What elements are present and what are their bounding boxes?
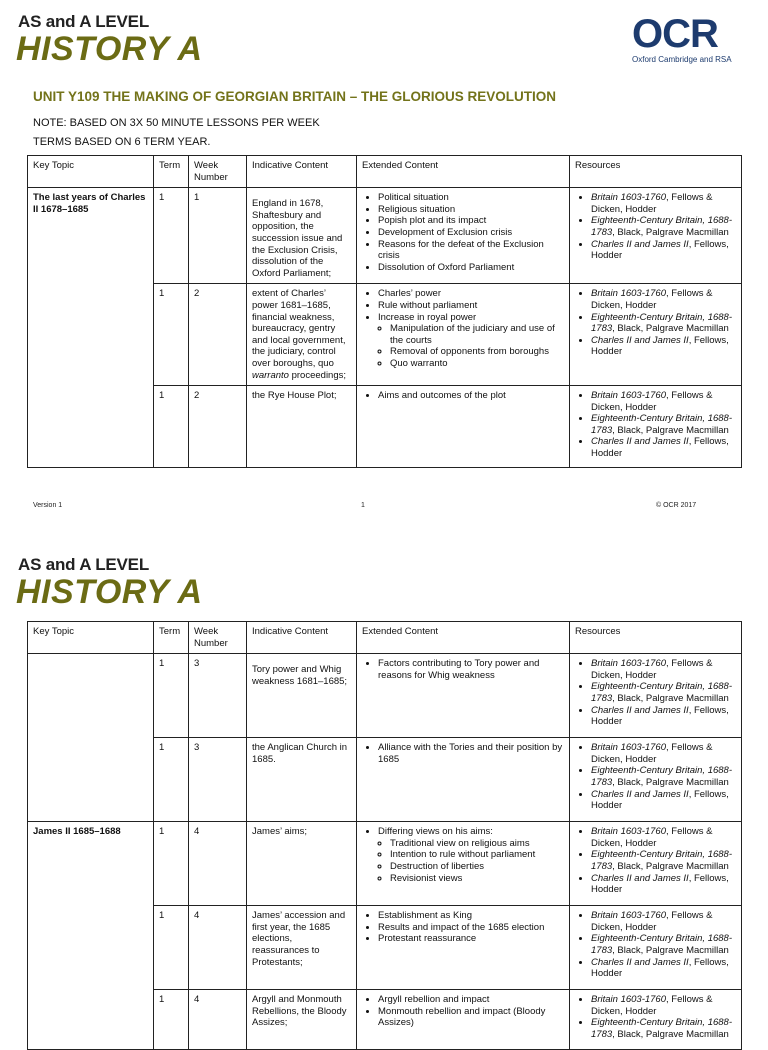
week-cell: 3 [189,654,247,738]
resource-item: • Eighteenth-Century Britain, 1688-1783, Black, Palgrave Macmillan [591,681,736,704]
term-cell: 1 [154,654,189,738]
resource-item: • Britain 1603-1760, Fellows & Dicken, Hodder [591,826,736,849]
resource-item: • Charles II and James II, Fellows, Hodder [591,239,736,262]
resource-item: • Charles II and James II, Fellows, Hodder [591,873,736,896]
header-week: Week Number [189,622,247,654]
term-cell: 1 [154,284,189,386]
table-row [28,654,742,738]
resources-cell [570,386,742,468]
list-item: • Development of Exclusion crisis [378,227,564,239]
resource-item: • Eighteenth-Century Britain, 1688-1783, Black, Palgrave Macmillan [591,215,736,238]
header-subject: HISTORY A [16,573,203,611]
list-item: • Religious situation [378,204,564,216]
indicative-cell: James’ aims; [247,822,357,906]
week-cell: 4 [189,990,247,1050]
week-cell: 4 [189,822,247,906]
list-item: • Increase in royal power ◦ Manipulation of the judiciary and use of the courts ◦ Removal of opponents from boroughs ◦ Quo warranto [378,312,564,370]
footer-page-number: 1 [361,502,365,509]
resources-cell [570,188,742,284]
resource-item: • Britain 1603-1760, Fellows & Dicken, Hodder [591,910,736,933]
header-key-topic: Key Topic [28,156,154,188]
resource-item: • Eighteenth-Century Britain, 1688-1783, Black, Palgrave Macmillan [591,933,736,956]
list-item: • Differing views on his aims: ◦ Traditional view on religious aims ◦ Intention to rule without parliament ◦ Destruction of liberties ◦ Revisionist views [378,826,564,884]
list-item: • Results and impact of the 1685 election [378,922,564,934]
resource-item: • Britain 1603-1760, Fellows & Dicken, Hodder [591,994,736,1017]
sub-list-item: ◦ Destruction of liberties [390,861,564,873]
key-topic-cell [28,654,154,822]
list-item: • Argyll rebellion and impact [378,994,564,1006]
resource-item: • Charles II and James II, Fellows, Hodder [591,436,736,459]
term-cell: 1 [154,906,189,990]
resource-item: • Britain 1603-1760, Fellows & Dicken, Hodder [591,288,736,311]
term-cell: 1 [154,990,189,1050]
table-header-row [28,156,742,188]
header-subject: HISTORY A [16,30,203,68]
resources-cell [570,990,742,1050]
sub-list-item: ◦ Quo warranto [390,358,564,370]
list-item: • Dissolution of Oxford Parliament [378,262,564,274]
header-resources: Resources [570,622,742,654]
list-item: • Factors contributing to Tory power and reasons for Whig weakness [378,658,564,681]
logo-subtitle: Oxford Cambridge and RSA [632,55,732,64]
list-item: • Aims and outcomes of the plot [378,390,564,402]
note-terms: TERMS BASED ON 6 TERM YEAR. [33,136,211,148]
list-item: • Alliance with the Tories and their position by 1685 [378,742,564,765]
list-item: • Reasons for the defeat of the Exclusion crisis [378,239,564,262]
resource-item: • Eighteenth-Century Britain, 1688-1783, Black, Palgrave Macmillan [591,413,736,436]
sub-list-item: ◦ Removal of opponents from boroughs [390,346,564,358]
sub-list-item: ◦ Traditional view on religious aims [390,838,564,850]
extended-cell [357,188,570,284]
extended-cell [357,990,570,1050]
resource-item: • Britain 1603-1760, Fellows & Dicken, Hodder [591,390,736,413]
week-cell: 3 [189,738,247,822]
list-item: • Rule without parliament [378,300,564,312]
header-indicative: Indicative Content [247,156,357,188]
scheme-table-page2 [27,621,742,1050]
footer-copyright: © OCR 2017 [656,502,697,509]
table-row [28,822,742,906]
resource-item: • Charles II and James II, Fellows, Hodder [591,957,736,980]
term-cell: 1 [154,386,189,468]
extended-cell [357,738,570,822]
sub-list-item: ◦ Revisionist views [390,873,564,885]
resources-cell [570,906,742,990]
term-cell: 1 [154,738,189,822]
scheme-table-page1 [27,155,742,468]
logo-word: OCR [632,12,718,56]
list-item: • Protestant reassurance [378,933,564,945]
header-term: Term [154,622,189,654]
indicative-cell: England in 1678, Shaftesbury and opposition, the succession issue and the Exclusion Crisis, dissolution of the Oxford Parliament; [247,188,357,284]
resource-item: • Eighteenth-Century Britain, 1688-1783, Black, Palgrave Macmillan [591,312,736,335]
header-indicative: Indicative Content [247,622,357,654]
week-cell: 2 [189,284,247,386]
indicative-cell: Tory power and Whig weakness 1681–1685; [247,654,357,738]
list-item: • Monmouth rebellion and impact (Bloody Assizes) [378,1006,564,1029]
resource-item: • Britain 1603-1760, Fellows & Dicken, Hodder [591,658,736,681]
extended-cell [357,284,570,386]
key-topic-cell: James II 1685–1688 [28,822,154,1050]
resource-item: • Eighteenth-Century Britain, 1688-1783, Black, Palgrave Macmillan [591,765,736,788]
resource-item: • Eighteenth-Century Britain, 1688-1783, Black, Palgrave Macmillan [591,1017,736,1040]
indicative-cell: Argyll and Monmouth Rebellions, the Bloody Assizes; [247,990,357,1050]
indicative-cell: the Anglican Church in 1685. [247,738,357,822]
resource-item: • Britain 1603-1760, Fellows & Dicken, Hodder [591,192,736,215]
unit-title: UNIT Y109 THE MAKING OF GEORGIAN BRITAIN – THE GLORIOUS REVOLUTION [33,89,557,104]
week-cell: 2 [189,386,247,468]
resource-item: • Charles II and James II, Fellows, Hodder [591,705,736,728]
list-item: • Political situation [378,192,564,204]
header-extended: Extended Content [357,622,570,654]
indicative-cell: the Rye House Plot; [247,386,357,468]
resource-item: • Eighteenth-Century Britain, 1688-1783, Black, Palgrave Macmillan [591,849,736,872]
header-level: AS and A LEVEL [18,555,150,574]
note-lessons: NOTE: BASED ON 3X 50 MINUTE LESSONS PER WEEK [33,117,320,129]
key-topic-cell: The last years of Charles II 1678–1685 [28,188,154,468]
resources-cell [570,284,742,386]
resource-item: • Britain 1603-1760, Fellows & Dicken, Hodder [591,742,736,765]
resource-item: • Charles II and James II, Fellows, Hodder [591,335,736,358]
term-cell: 1 [154,188,189,284]
table-header-row [28,622,742,654]
extended-cell [357,654,570,738]
extended-cell [357,822,570,906]
list-item: • Popish plot and its impact [378,215,564,227]
header-resources: Resources [570,156,742,188]
ocr-logo [632,14,748,64]
list-item: • Charles’ power [378,288,564,300]
table-row [28,188,742,284]
footer-version: Version 1 [33,502,63,509]
resource-item: • Charles II and James II, Fellows, Hodder [591,789,736,812]
term-cell: 1 [154,822,189,906]
extended-cell [357,906,570,990]
header-level: AS and A LEVEL [18,12,150,31]
resources-cell [570,738,742,822]
sub-list-item: ◦ Manipulation of the judiciary and use of the courts [390,323,564,346]
header-term: Term [154,156,189,188]
week-cell: 4 [189,906,247,990]
header-key-topic: Key Topic [28,622,154,654]
indicative-cell: James’ accession and first year, the 1685 elections, reassurances to Protestants; [247,906,357,990]
extended-cell [357,386,570,468]
sub-list-item: ◦ Intention to rule without parliament [390,849,564,861]
header-week: Week Number [189,156,247,188]
indicative-cell: extent of Charles’ power 1681–1685, financial weakness, bureaucracy, gentry and local government, the judiciary, control over boroughs, quo warranto proceedings; [247,284,357,386]
resources-cell [570,654,742,738]
resources-cell [570,822,742,906]
week-cell: 1 [189,188,247,284]
list-item: • Establishment as King [378,910,564,922]
header-extended: Extended Content [357,156,570,188]
